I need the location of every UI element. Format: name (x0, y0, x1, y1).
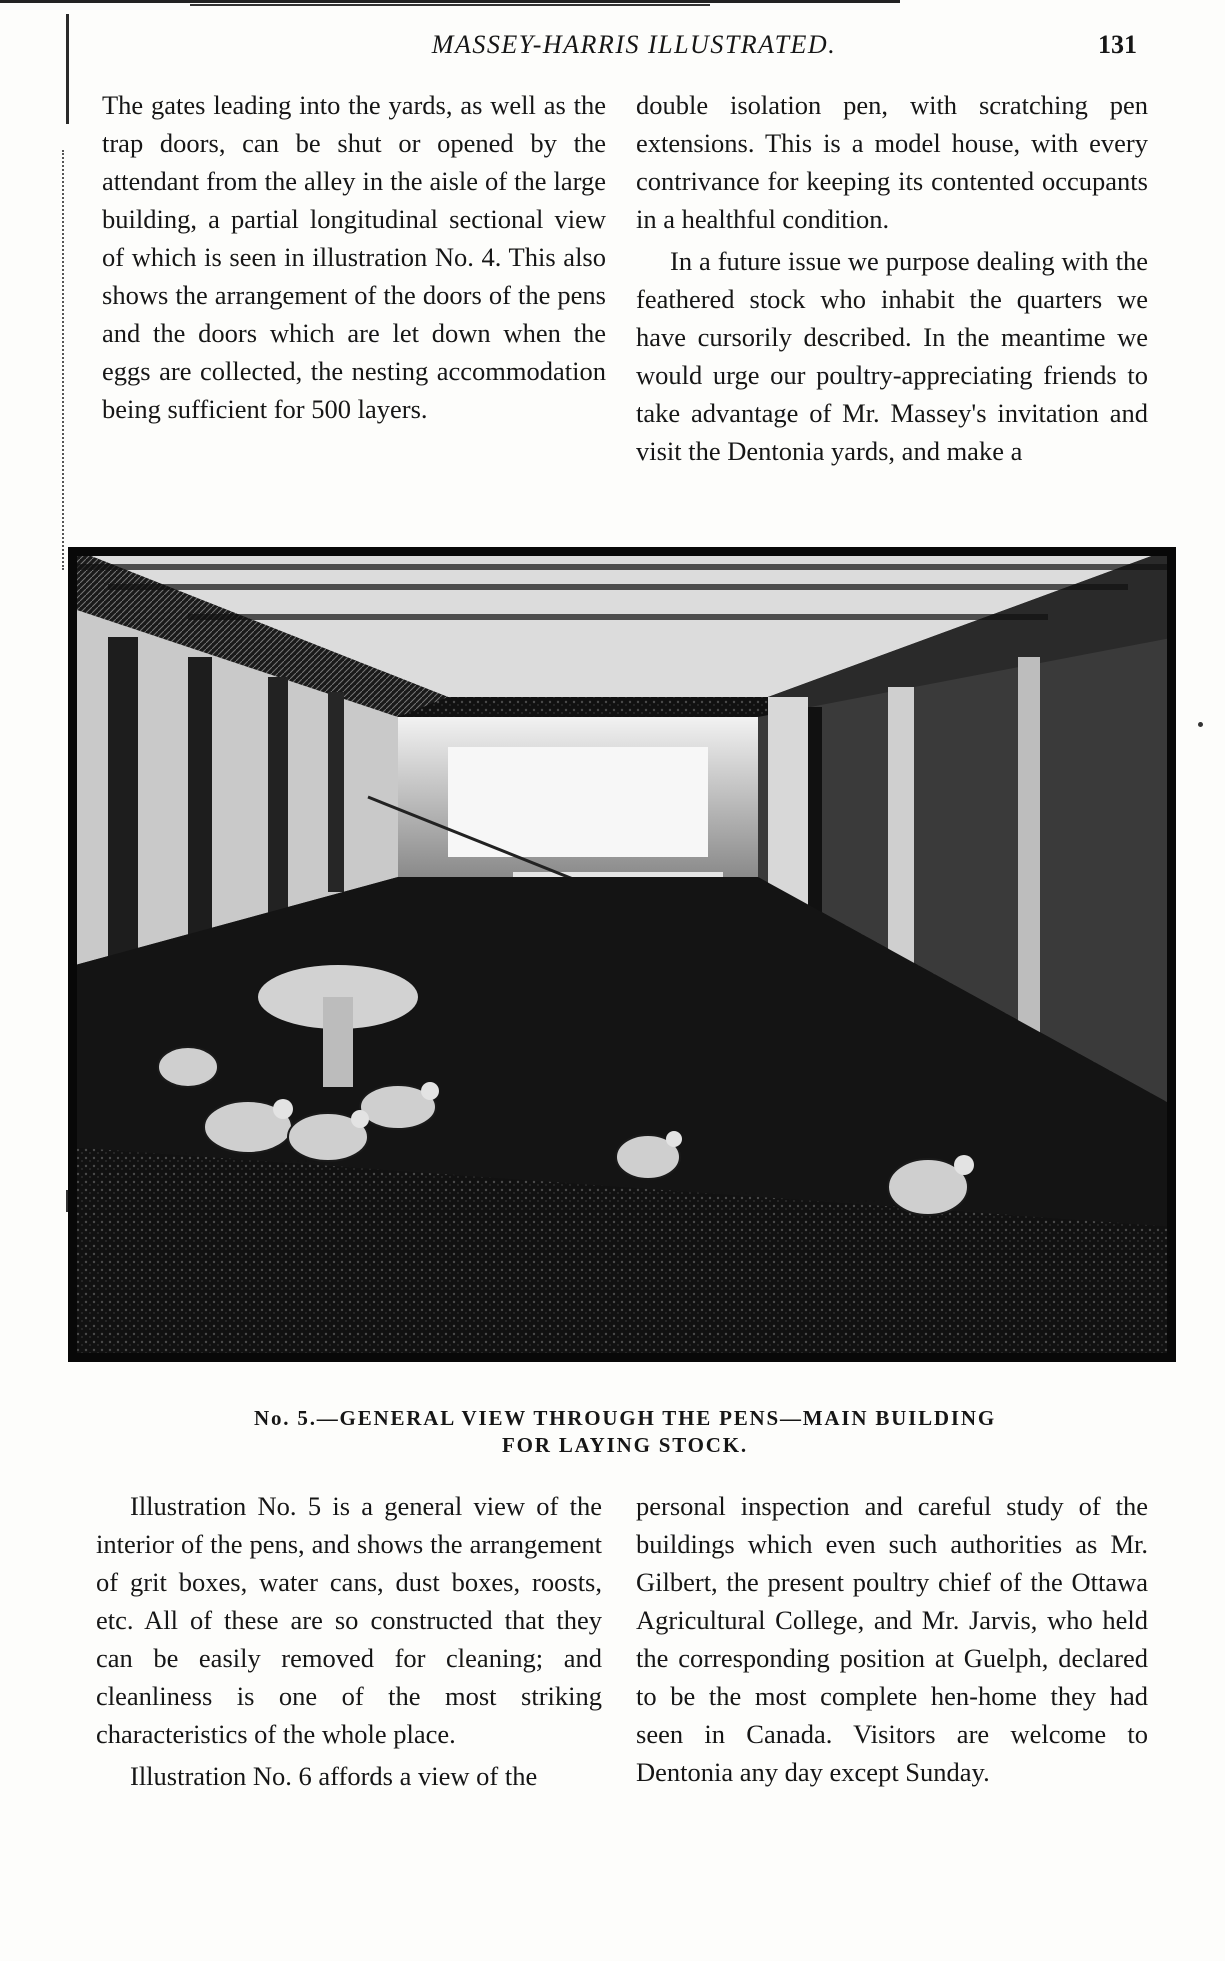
paragraph: Illustration No. 5 is a general view of the interior of the pens, and shows the arrangement of grit boxes, water cans, dust boxes, roosts, etc. All of these are so constructed that they can be easily removed for cleaning; and cleanliness is one of the most striking characteristics of the whole place. (96, 1491, 602, 1749)
caption-line: No. 5.—GENERAL VIEW THROUGH THE PENS—MAIN BUILDING (254, 1406, 996, 1430)
column-top-right (636, 86, 1148, 474)
margin-rule (66, 14, 69, 124)
caption-line: FOR LAYING STOCK. (502, 1433, 748, 1457)
paragraph: Illustration No. 6 affords a view of the (130, 1761, 538, 1791)
page-number: 131 (1098, 30, 1137, 59)
top-rule (0, 0, 900, 3)
pens-photograph (68, 547, 1176, 1362)
paragraph: In a future issue we purpose dealing with the feathered stock who inhabit the quarters we have cursorily described. In the meantime we would urge our poultry-appreciating friends to take advantage of Mr. Massey's invitation and visit the Dentonia yards, and make a (636, 246, 1148, 466)
figure-caption (230, 1405, 1020, 1459)
column-bottom-right (636, 1487, 1148, 1795)
column-bottom-left (96, 1487, 602, 1799)
column-top-left (102, 86, 606, 432)
paragraph: personal inspection and careful study of the buildings which even such authorities as Mr. Gilbert, the present poultry chief of the Ottawa Agricultural College, and Mr. Jarvis, who held the corresponding position at Guelph, declared to be the most complete hen-home they had seen in Canada. Visitors are welcome to Dentonia any day except Sunday. (636, 1491, 1148, 1787)
paragraph: double isolation pen, with scratching pen extensions. This is a model house, with every contrivance for keeping its contented occupants in a healthful condition. (636, 90, 1148, 234)
running-title: MASSEY-HARRIS ILLUSTRATED. (431, 30, 837, 59)
print-speck (1198, 722, 1203, 727)
top-rule-secondary (190, 4, 710, 6)
paragraph: The gates leading into the yards, as well as the trap doors, can be shut or opened by the attendant from the alley in the aisle of the large building, a partial longitudinal sectional view of which is seen in illustration No. 4. This also shows the arrangement of the doors of the pens and the doors which are let down when the eggs are collected, the nesting accommodation being sufficient for 500 layers. (102, 90, 606, 424)
margin-dotted-rule (62, 150, 72, 570)
